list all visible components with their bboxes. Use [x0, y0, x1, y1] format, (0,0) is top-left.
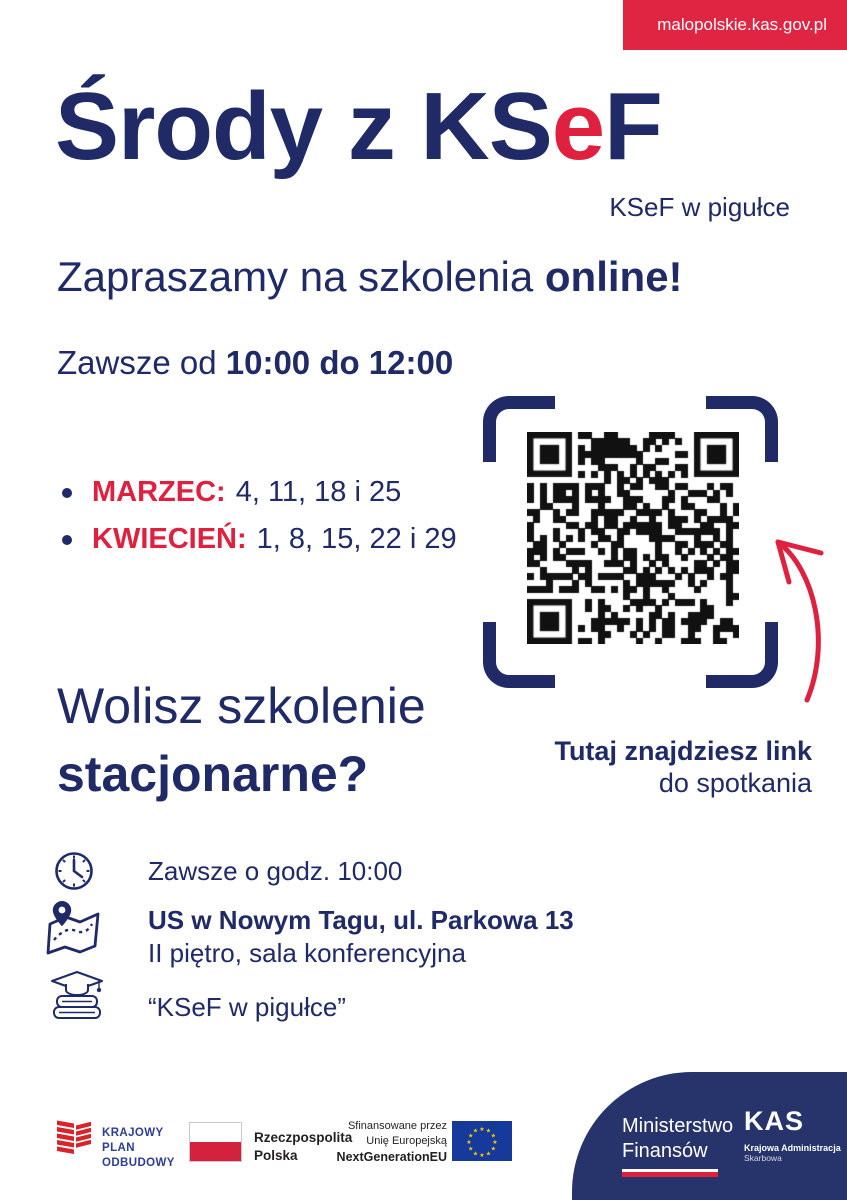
- map-pin-icon: [44, 898, 104, 958]
- qr-caption-regular: do spotkania: [658, 768, 812, 799]
- qr-code: [527, 432, 739, 644]
- title-accent-letter: e: [551, 73, 605, 180]
- detail-topic: “KSeF w pigułce”: [148, 992, 346, 1022]
- bullet-dot: [62, 535, 72, 545]
- svg-text:★: ★: [490, 1132, 496, 1140]
- bullet-dot: [62, 488, 72, 498]
- website-banner: [623, 0, 847, 50]
- eu-flag-icon: [452, 1121, 512, 1161]
- kpo-logo-icon: [54, 1118, 98, 1168]
- svg-text:★: ★: [472, 1127, 479, 1135]
- schedule-line: Zawsze od 10:00 do 12:00: [57, 344, 454, 381]
- svg-text:★: ★: [466, 1139, 472, 1146]
- poland-label: Rzeczpospolita Polska: [254, 1130, 353, 1163]
- month-label: KWIECIEŃ:: [92, 523, 247, 555]
- website-url: malopolskie.kas.gov.pl: [657, 15, 827, 34]
- list-item-april: [62, 523, 457, 556]
- svg-text:★: ★: [485, 1127, 492, 1135]
- detail-time: Zawsze o godz. 10:00: [148, 856, 403, 886]
- ministry-panel: [572, 1072, 847, 1200]
- detail-room: II piętro, sala konferencyjna: [148, 938, 466, 968]
- kpo-label: KRAJOWY PLAN ODBUDOWY: [102, 1127, 175, 1169]
- svg-text:★: ★: [492, 1139, 498, 1146]
- svg-text:★: ★: [479, 1126, 485, 1133]
- qr-caption-bold: Tutaj znajdziesz link: [554, 736, 812, 766]
- svg-text:★: ★: [485, 1150, 492, 1158]
- page-subtitle: KSeF w pigułce: [609, 192, 790, 222]
- qr-frame: [483, 396, 778, 688]
- detail-address: US w Nowym Tagu, ul. Parkowa 13: [148, 905, 574, 935]
- ministry-label: Ministerstwo Finansów: [622, 1115, 734, 1162]
- qr-caption: [554, 735, 812, 800]
- ministry-flag-bar: [622, 1169, 718, 1177]
- svg-text:★: ★: [468, 1145, 474, 1153]
- graduation-books-icon: [46, 968, 108, 1028]
- page-title: Środy z KSeF: [55, 73, 662, 180]
- list-item-march: [62, 476, 457, 509]
- kas-logo: KAS Krajowa Administracja Skarbowa: [744, 1106, 841, 1163]
- arrow-icon: [745, 528, 847, 713]
- svg-text:★: ★: [479, 1152, 485, 1159]
- month-days: 1, 8, 15, 22 i 29: [256, 523, 457, 555]
- stationary-heading: Wolisz szkolenie stacjonarne?: [57, 678, 426, 802]
- intro-line: Zapraszamy na szkolenia online!: [57, 253, 683, 300]
- month-label: MARZEC:: [92, 476, 226, 508]
- svg-text:★: ★: [472, 1150, 479, 1158]
- clock-icon: [53, 850, 95, 892]
- eu-funding-label: Sfinansowane przez Unię Europejską NextGenerationEU: [336, 1120, 447, 1164]
- svg-text:★: ★: [490, 1145, 496, 1153]
- poland-flag-icon: [189, 1122, 242, 1162]
- svg-text:★: ★: [468, 1132, 474, 1140]
- dates-list: [62, 476, 457, 570]
- month-days: 4, 11, 18 i 25: [235, 476, 402, 508]
